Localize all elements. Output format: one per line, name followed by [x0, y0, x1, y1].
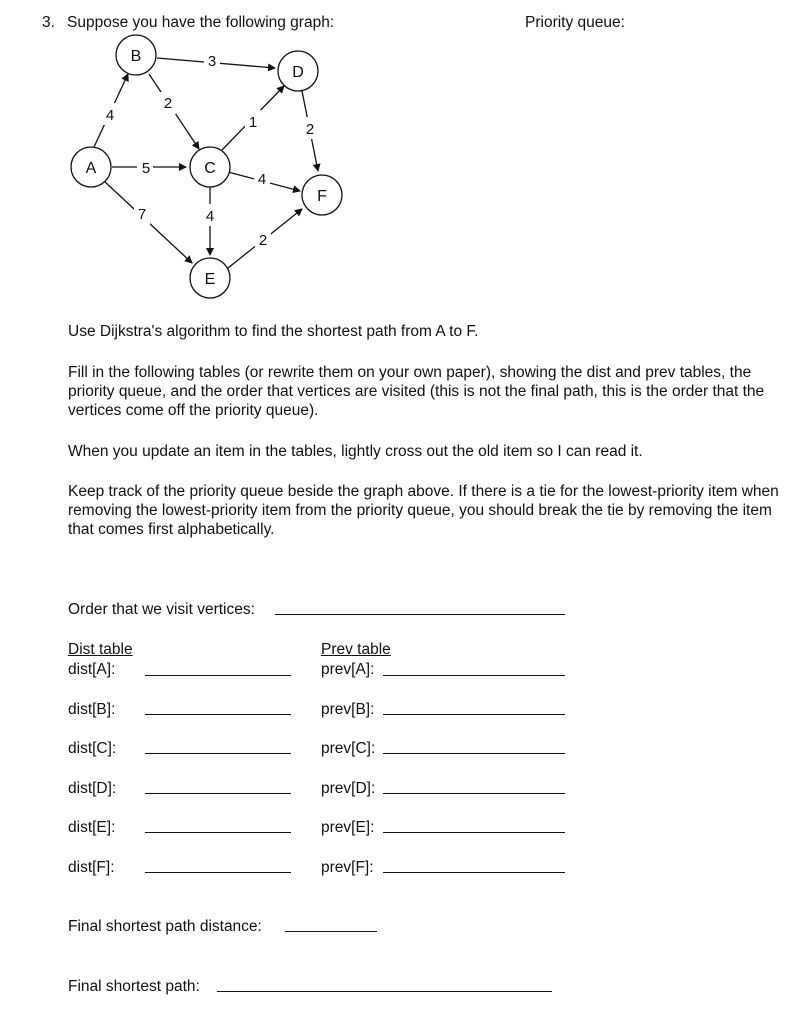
node-label: A [85, 160, 97, 177]
instruction-paragraph: When you update an item in the tables, lightly cross out the old item so I can read it. [68, 443, 643, 460]
prev-row-label: prev[D]: [321, 780, 376, 797]
weight-label: 2 [258, 232, 268, 249]
final-path-line[interactable] [217, 991, 552, 992]
dist-answer-line[interactable] [145, 753, 291, 754]
node-label: B [130, 48, 142, 65]
weight-label: 4 [257, 171, 267, 188]
priority-queue-label: Priority queue: [525, 14, 625, 31]
weight-label: 1 [248, 114, 258, 131]
dist-row-label: dist[B]: [68, 701, 116, 718]
question-number: 3. [42, 14, 55, 31]
order-label: Order that we visit vertices: [68, 601, 255, 618]
instruction-paragraph: Fill in the following tables (or rewrite them on your own paper), showing the dist and prev tables, the priority queue, and the order that vertices are visited (this is not the final path, this is the order that the vertices come off the priority queue). [68, 364, 765, 419]
weight-label: 2 [163, 95, 173, 112]
prev-row-label: prev[E]: [321, 819, 375, 836]
final-distance-label: Final shortest path distance: [68, 918, 262, 935]
prev-answer-line[interactable] [383, 832, 565, 833]
dist-answer-line[interactable] [145, 832, 291, 833]
dist-row-label: dist[D]: [68, 780, 117, 797]
weight-label: 4 [205, 208, 215, 225]
dist-table-title: Dist table [68, 641, 133, 658]
order-answer-line[interactable] [275, 614, 565, 615]
dist-answer-line[interactable] [145, 675, 291, 676]
prev-answer-line[interactable] [383, 872, 565, 873]
node-label: D [292, 64, 304, 81]
dist-answer-line[interactable] [145, 872, 291, 873]
dist-row-label: dist[A]: [68, 661, 116, 678]
prev-answer-line[interactable] [383, 753, 565, 754]
node-label: C [204, 160, 216, 177]
final-distance-line[interactable] [285, 931, 377, 932]
prev-row-label: prev[B]: [321, 701, 375, 718]
final-path-label: Final shortest path: [68, 978, 200, 995]
prev-row-label: prev[F]: [321, 859, 374, 876]
graph-diagram [0, 0, 400, 310]
instruction-paragraph: Use Dijkstra's algorithm to find the shortest path from A to F. [68, 323, 479, 340]
prev-table-title: Prev table [321, 641, 391, 658]
dist-answer-line[interactable] [145, 793, 291, 794]
prev-row-label: prev[A]: [321, 661, 375, 678]
dist-row-label: dist[C]: [68, 740, 117, 757]
node-label: F [317, 188, 327, 205]
weight-label: 5 [141, 160, 151, 177]
dist-row-label: dist[F]: [68, 859, 115, 876]
dist-answer-line[interactable] [145, 714, 291, 715]
weight-label: 3 [207, 53, 217, 70]
instruction-paragraph: Keep track of the priority queue beside the graph above. If there is a tie for the lowest-priority item when removing the lowest-priority item from the priority queue, you should break the tie by removing the item that comes first alphabetically. [68, 483, 779, 538]
weight-label: 4 [105, 107, 115, 124]
node-label: E [204, 271, 216, 288]
prev-answer-line[interactable] [383, 714, 565, 715]
question-prompt: Suppose you have the following graph: [67, 14, 335, 31]
prev-answer-line[interactable] [383, 675, 565, 676]
dist-row-label: dist[E]: [68, 819, 116, 836]
weight-label: 2 [305, 121, 315, 138]
prev-row-label: prev[C]: [321, 740, 376, 757]
prev-answer-line[interactable] [383, 793, 565, 794]
weight-label: 7 [137, 206, 147, 223]
